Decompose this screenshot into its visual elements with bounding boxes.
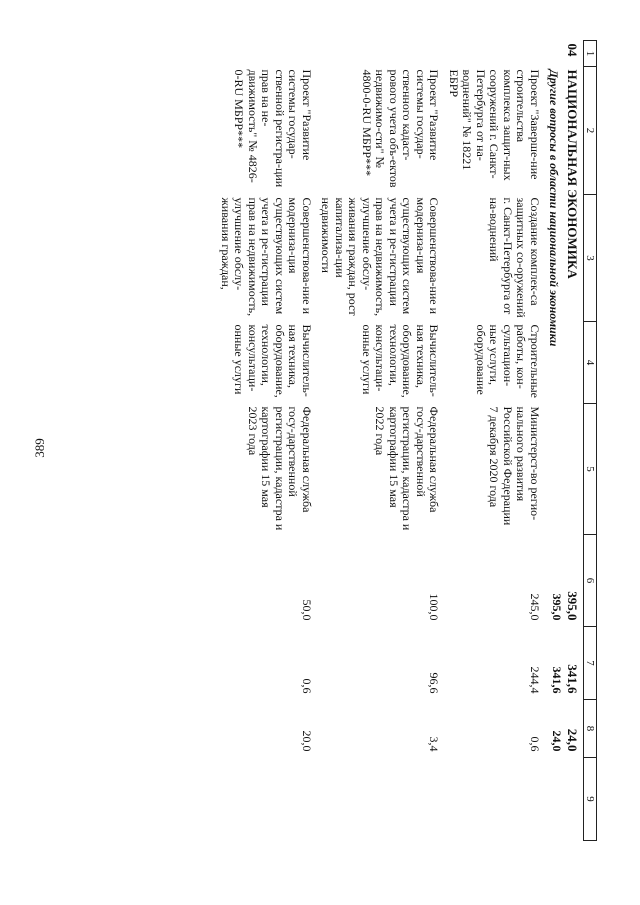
row-col6: 50,0 bbox=[300, 599, 314, 621]
column-number: 1 bbox=[584, 41, 597, 67]
section-code: 04 bbox=[565, 43, 580, 57]
row-col7: 96,6 bbox=[427, 672, 442, 694]
subsection-col7: 341,6 bbox=[550, 666, 565, 694]
row-col9 bbox=[443, 758, 544, 841]
column-number: 4 bbox=[584, 322, 597, 404]
project-goal: Совершенствова-ние и модерниза-ция существующих систем учета и ре-гистрации прав на недвижимость, улучшение обслу-живания граждан, bbox=[219, 197, 314, 317]
column-number: 9 bbox=[584, 758, 597, 841]
section-col8: 24,0 bbox=[565, 728, 580, 752]
row-col8: 3,4 bbox=[427, 736, 442, 752]
section-col6: 395,0 bbox=[565, 591, 580, 621]
project-executor: Федеральная служба госу-дарственной регистрации, кадастра и картографии 15 мая 2023 года bbox=[246, 406, 314, 531]
column-number-row bbox=[584, 41, 597, 841]
row-col6: 245,0 bbox=[528, 593, 542, 621]
column-number: 2 bbox=[584, 67, 597, 195]
subsection-col6: 395,0 bbox=[550, 593, 565, 621]
column-number: 6 bbox=[584, 535, 597, 627]
row-col7: 244,4 bbox=[528, 666, 542, 694]
table-row bbox=[443, 41, 544, 841]
row-col6: 100,0 bbox=[427, 593, 442, 621]
project-name: Проект "Развитие системы государ-ственной регистра-ции прав на не-движимость" № 4826-0-RU МБРР*** bbox=[232, 69, 314, 188]
column-number: 7 bbox=[584, 627, 597, 700]
project-expense-type: Строительные работы, кон-сультацион-ные услуги, оборудование bbox=[474, 324, 542, 398]
row-col9 bbox=[215, 758, 316, 841]
budget-table bbox=[215, 40, 598, 841]
column-number: 8 bbox=[584, 700, 597, 758]
project-goal: Совершенствова-ние и модерниза-ция существующих систем учета и ре-гистрации прав на недвижимость, улучшение обслу-живания граждан, рост капитализа-ции недвижимости bbox=[319, 197, 442, 317]
project-expense-type: Вычислитель-ная техника, оборудование, технологии, консультаци-онные услуги bbox=[360, 324, 442, 398]
section-col7: 341,6 bbox=[565, 664, 580, 694]
section-row bbox=[565, 41, 584, 841]
project-executor: Федеральная служба госу-дарственной регистрации, кадастра и картографии 15 мая 2022 года bbox=[373, 406, 442, 531]
project-executor: Министерст-во регио-нального развития Российской Федерации 7 декабря 2020 года bbox=[487, 406, 542, 526]
subsection-title: Другие вопросы в области национальной экономики bbox=[547, 69, 562, 347]
table-row bbox=[315, 41, 443, 841]
page-number: 389 bbox=[32, 438, 47, 458]
subsection-col8: 24,0 bbox=[550, 730, 565, 752]
project-name: Проект "Заверше-ние строительства комплекса защит-ных сооружений г. Санкт-Петербурга от на-воднений" № 18221 ЕБРР bbox=[447, 69, 542, 181]
row-col8: 0,6 bbox=[528, 736, 542, 752]
column-number: 3 bbox=[584, 195, 597, 322]
row-col9 bbox=[315, 758, 443, 841]
project-name: Проект "Развитие системы государ-ственного кадаст-рового учета объ-ектов недвижимо-сти" № 4800-0-RU МБРР*** bbox=[360, 69, 442, 188]
row-col7: 0,6 bbox=[300, 678, 314, 694]
section-title: НАЦИОНАЛЬНАЯ ЭКОНОМИКА bbox=[565, 69, 580, 279]
subsection-row bbox=[543, 41, 565, 841]
rotated-table-container bbox=[104, 40, 597, 840]
table-row bbox=[215, 41, 316, 841]
column-number: 5 bbox=[584, 404, 597, 535]
row-col8: 20,0 bbox=[300, 730, 314, 752]
project-expense-type: Вычислитель-ная техника, оборудование, технологии, консультаци-онные услуги bbox=[232, 324, 314, 398]
project-goal: Создание комплек-са защитных со-оружений г. Санкт-Петербурга от на-воднений bbox=[487, 197, 542, 318]
